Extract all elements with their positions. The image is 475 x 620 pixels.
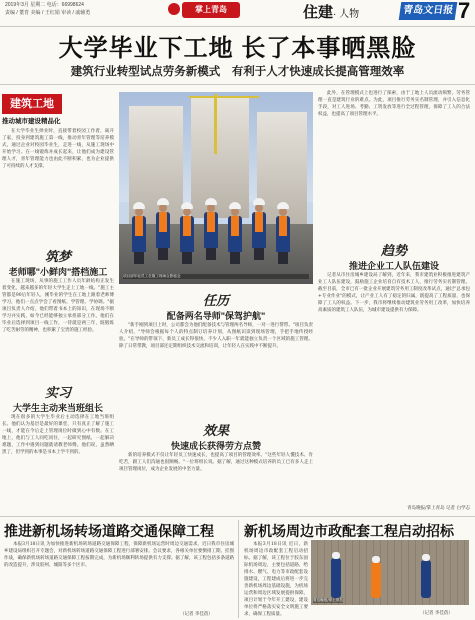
right-intro: 此外，在管理模式上也进行了探索，由于工地上人员流动频繁，劳务管理一直是建筑行业的难点。为此，项目推行劳务实名制管理，并引入信息化手段，对工人进场、考勤、工资发放等进行全过程管理，保障了工人的合法权益，也提高了项目管理水平。 xyxy=(318,91,470,117)
section-heading-5 xyxy=(318,240,470,272)
column-divider xyxy=(238,520,239,618)
topic-badge: 建筑工地 xyxy=(2,94,62,114)
bottom-left-body: 本报3月18日讯 为加快推进新机场转场道路交通保障工程，保障新机场运营时周边交通需求，近日我市住房城乡建设局组织召开专题会，对新机场转场道路交通保障工程进行部署安排。会议要求，各相关单位要倒排工期、挂图作战，确保新机场转场道路交通保障工程按期完成，为新机场顺利转场提供有力支撑。据了解，该工程包括多条道路的改造提升，涉及胶州、城阳等多个区市。 xyxy=(4,542,234,568)
section-keyword: 实习 xyxy=(44,385,71,400)
byline: 青岛晚报/掌上青岛 记者 白学志 xyxy=(407,506,470,511)
brand-label: 掌上青岛 xyxy=(182,2,240,18)
workers-photo xyxy=(119,92,313,284)
section-keyword: 任历 xyxy=(202,293,229,308)
section-heading-3 xyxy=(119,290,313,322)
section-body: 在施工现场，从事的施工工作人员年龄结构正发生着变化，越来越多的年轻大学生走上工地一线。"施工主管都是90后年轻人，刚毕业的学生在工地上跟着老师傅学习，他们一点点学会了看图纸、学管理、学协调。"据项目负责人介绍，他们带着书本上的知识，在现场不断学习并实践，如今已经能够独立承担部分工作。他们在毕业后选择到项目一线工作，一待就是两三年，既锻炼了吃苦耐劳的精神，也积累了宝贵的施工经验。 xyxy=(2,279,114,333)
section-body: 现在很多的大学生毕业后主动选择在工地当班组长。他们认为基层是最好的课堂，只有真正了解了施工一线，才能在今后走上管理岗位时做到心中有数。在工地上，他们与工人同吃同住，一起研究图纸、一起解决难题，工作中遇到问题就请教老师傅。他们说，虽然晒黑了，但学到的本事是书本上学不到的。 xyxy=(2,415,114,455)
section-heading-2 xyxy=(2,382,114,414)
intro-paragraph: 在大学毕业生择业时，直接带着校园工作着，离开了家，投身到建筑施工第一线，推动青年管理等培养模式，通过企业对校园毕业生，走进一线，从施工现场中开始学习。在一线锻炼并成长起来，让他们成为建设管理人才，青年管理能力也由此不断积累，也为企业提供了可持续的人才支撑。 xyxy=(2,129,114,169)
section-heading-1 xyxy=(2,246,114,278)
topic-badge-subtitle: 推动城市建设精品化 xyxy=(2,118,61,125)
section-body: 新的培养模式不仅让年轻员工快速成长，也提高了项目的管理效率。"这些年轻人懂技术、肯吃苦，跟工人们沟通也很顺畅。"一位班组长说。据了解，通过这种模式培养的员工已有多人走上项目管理岗位，成为企业发展的中坚力量。 xyxy=(119,453,313,472)
date-line: 2019年3月 星期二 电话：66998624 xyxy=(5,2,84,8)
section-heading-4 xyxy=(119,420,313,452)
section-title: 推进企业工人队伍建设 xyxy=(348,261,439,271)
bottom-divider xyxy=(0,516,475,517)
divider xyxy=(0,84,475,85)
photo-caption: 青岛晚报/掌上青岛 xyxy=(313,598,343,602)
section-title: 快速成长获得劳方点赞 xyxy=(170,441,261,451)
section-body: 记者从市住房城乡建设局了解到，近年来，我市建筑业积极推进建筑产业工人队伍建设，鼓励施工企业培育自有技术工人，推行劳务实名制管理。截至目前，全市已有一批企业开展建筑劳务用工制度改革试点，通过"总承包+专业作业"的模式，让产业工人有了稳定的归属，既提高了工程质量，也保障了工人的权益。下一步，我市将继续推动建筑业劳务用工改革，加快培养高素质的建筑工人队伍，为城市建设提供有力保障。 xyxy=(318,273,470,313)
bottom-right-title: 新机场周边市政配套工程启动招标 xyxy=(244,523,454,539)
photo-caption: 项目部年轻员工在施工现场合影留念 xyxy=(123,274,309,279)
headline: 大学毕业下工地 长了本事晒黑脸 xyxy=(58,35,417,62)
section-title: 大学生主动来当班组长 xyxy=(12,403,103,413)
masthead xyxy=(0,0,475,27)
section-keyword: 效果 xyxy=(202,423,229,438)
construction-photo xyxy=(311,540,469,605)
bottom-left-byline: （记者 李佳蓓） xyxy=(180,612,213,617)
bottom-left-title: 推进新机场转场道路交通保障工程 xyxy=(4,523,214,539)
section-title: 住建· 人物 xyxy=(303,4,360,21)
bottom-right-body: 本报3月18日讯 近日，新机场周边市政配套工程启动招标。据了解，该工程位于胶东国际机场周边，主要包括道路、给排水、燃气、电力等市政配套设施建设，工程建成后将进一步完善新机场周边基础设施，为机场运营和周边区域发展提供保障。项目计划于今年开工建设，建设单位将严格落实安全文明施工要求，确保工程质量。 xyxy=(244,542,308,617)
brand-icon xyxy=(168,3,180,15)
section-title: 老师哪"小鲜肉"搭档施工 xyxy=(8,267,108,277)
editor-line: 责编 / 董育 美编 / 王红娟 审读 / 戚辅勇 xyxy=(5,10,91,16)
newspaper-logo: 青岛文日报 xyxy=(399,2,458,20)
bottom-right-byline: （记者 李佳蓓） xyxy=(420,611,453,616)
section-body: "新手刚到项目上时，公司都会为他们配备技术与管理两名导师，一对一进行帮带。"项目负责人介绍，"导师会根据每个人的特点制订培养计划，从图纸识读到现场管理，手把手地传授经验。"在导师的带领下，新员工成长得很快，不少人入职一年就能独立负责一个区域的施工管理。除了日常带教，项目部还定期组织技术交流和培训，让年轻人在实践中不断提升。 xyxy=(119,323,313,349)
section-sub: · 人物 xyxy=(333,9,360,20)
section-title: 配备两名导师"保驾护航" xyxy=(166,311,266,321)
section-keyword: 趋势 xyxy=(380,243,407,258)
section-keyword: 筑梦 xyxy=(44,249,71,264)
subhead: 建筑行业转型试点劳务新模式 有利于人才快速成长提高管理效率 xyxy=(70,66,405,78)
page-number: 7 xyxy=(458,0,471,23)
